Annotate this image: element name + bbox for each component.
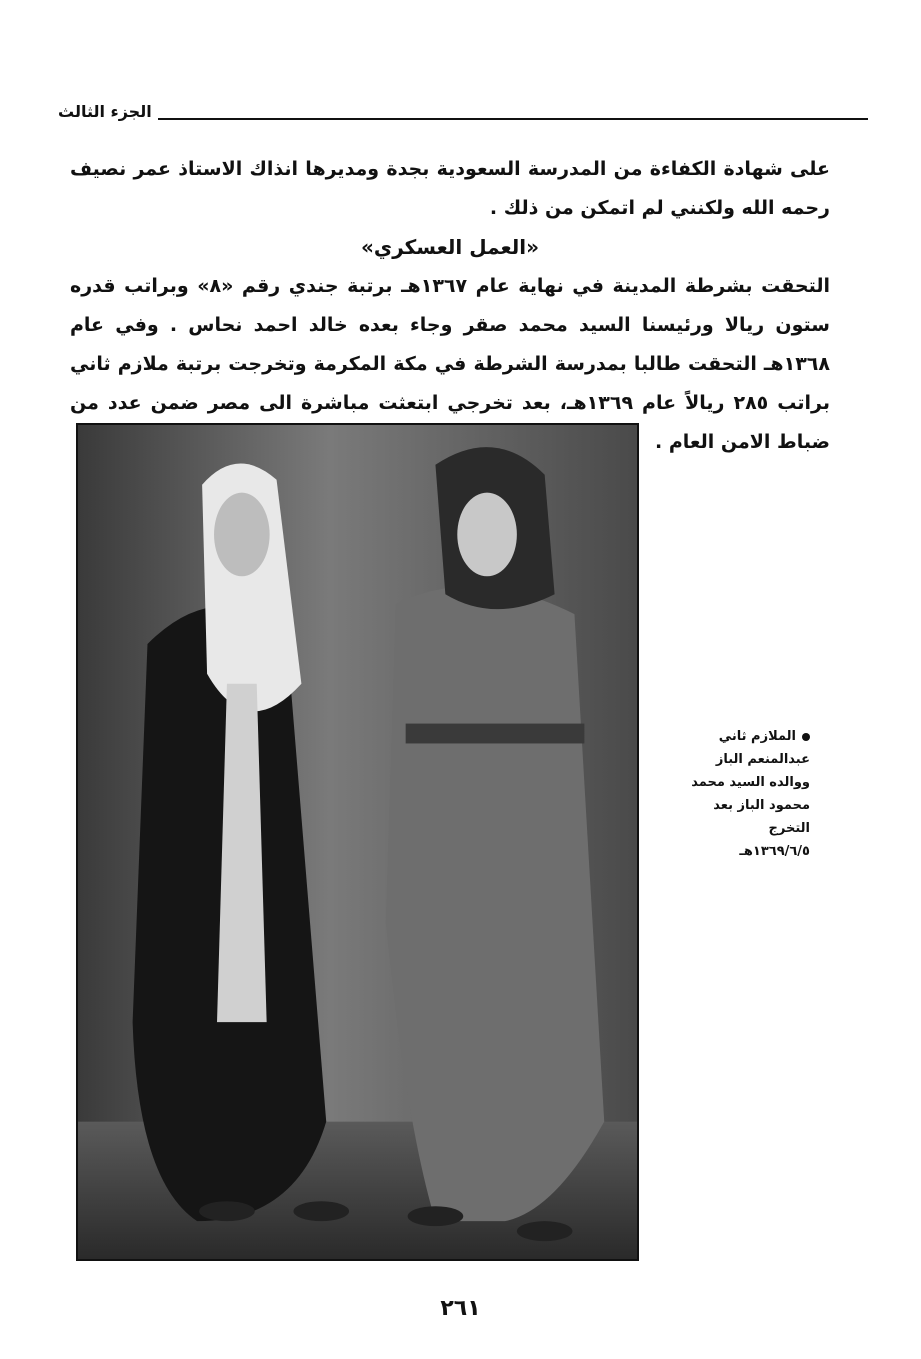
section-title: «العمل العسكري» — [360, 235, 540, 259]
body-text — [70, 150, 830, 462]
portrait-photo — [76, 423, 639, 1261]
page-number: ٢٦١ — [440, 1296, 481, 1321]
caption-line-5: التخرج — [768, 821, 810, 836]
caption-line-4: محمود الباز بعد — [713, 798, 810, 813]
caption-line-2: عبدالمنعم الباز — [715, 752, 810, 767]
caption-line-3: ووالده السيد محمد — [691, 775, 810, 790]
caption-line-6: ١٣٦٩/٦/٥هـ — [739, 844, 810, 859]
photo-caption — [660, 725, 810, 863]
bullet-icon — [802, 733, 810, 741]
header-rule — [158, 118, 868, 120]
page-header — [58, 100, 868, 130]
part-label: الجزء الثالث — [58, 102, 152, 121]
photo-illustration — [78, 425, 637, 1259]
caption-line-1: الملازم ثاني — [660, 725, 810, 748]
paragraph-2: التحقت بشرطة المدينة في نهاية عام ١٣٦٧هـ برتبة جندي رقم «٨» وبراتب قدره ستون ريالا ورئيسنا السيد محمد صقر وجاء بعده خالد احمد نحاس . وفي عام ١٣٦٨هـ التحقت طالبا بمدرسة الشرطة في مكة المكرمة وتخرجت برتبة ملازم ثاني براتب ٢٨٥ ريالاً عام ١٣٦٩هـ، بعد تخرجي ابتعثت مباشرة الى مصر ضمن عدد من ضباط الامن العام . — [70, 275, 830, 453]
paragraph-1: على شهادة الكفاءة من المدرسة السعودية بجدة ومديرها انذاك الاستاذ عمر نصيف رحمه الله ولكنني لم اتمكن من ذلك . — [70, 158, 830, 219]
